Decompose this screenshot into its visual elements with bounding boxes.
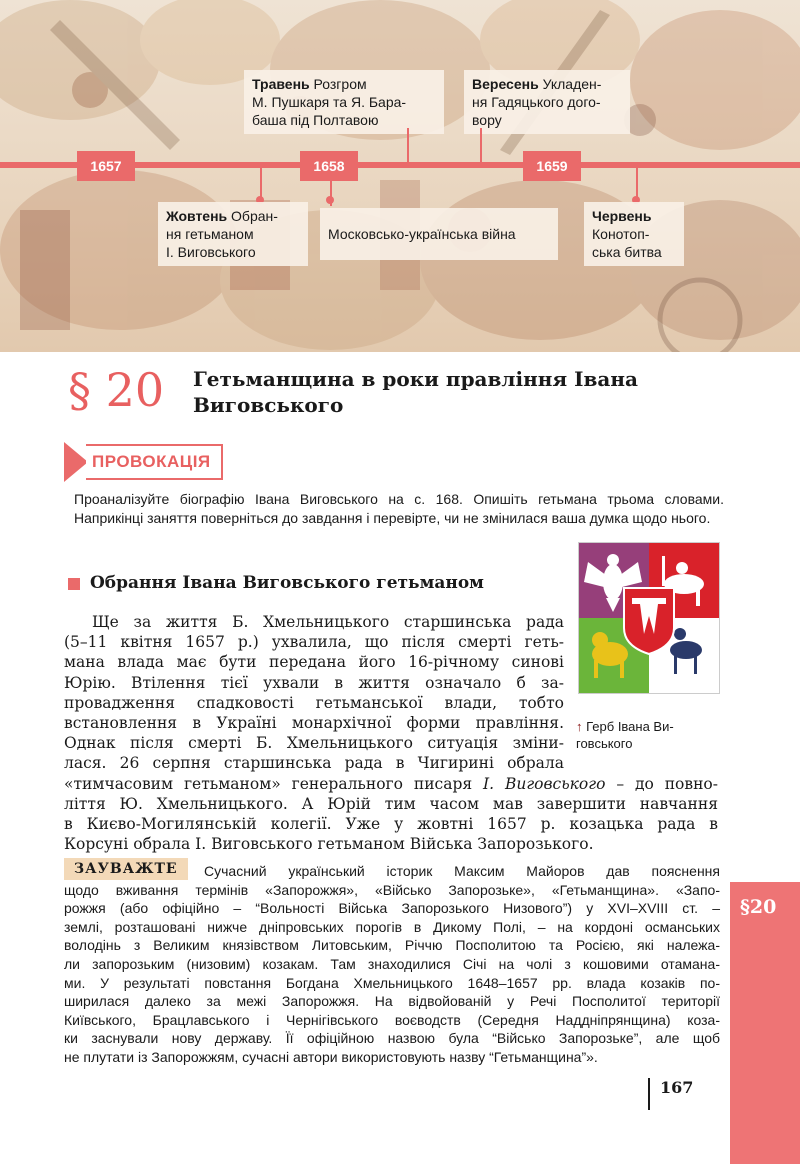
timeline-hero — [0, 0, 800, 352]
provocation-label: ПРОВОКАЦІЯ — [86, 444, 223, 480]
event-moscow-ukrainian-war: Московсько-українська війна — [320, 208, 558, 260]
text-line: Корсуні обрала І. Виговського гетьманом Війська Запорозького. — [64, 835, 594, 854]
note-line: не плутати із Запорожжям, сучасні автори використовують назву “Гетьманщина”». — [64, 1048, 598, 1065]
text-line: мана влада має бути передана його 16-річному синові — [64, 653, 564, 672]
section-bullet-icon — [68, 578, 80, 590]
note-label: ЗАУВАЖТЕ — [64, 858, 188, 880]
text-line: (5–11 квітня 1657 р.) ухвалила, що після смерті геть- — [64, 633, 564, 652]
year-1657: 1657 — [77, 151, 135, 181]
note-line: ми. У результаті повстання Богдана Хмельницького 1648–1657 рр. влада козаків по- — [64, 974, 720, 991]
event-june-1659: Червень Конотоп- ська битва — [584, 202, 684, 266]
play-arrow-icon — [64, 442, 88, 482]
side-tab-label: §20 — [740, 896, 777, 918]
text-line: «тимчасовим гетьманом» генерального писаря І. Виговського – до повно- — [64, 774, 718, 793]
figure-caption: ↑ Герб Івана Ви- говського — [576, 719, 674, 751]
year-1658: 1658 — [300, 151, 358, 181]
timeline-tick — [407, 128, 409, 166]
provocation-text: Проаналізуйте біографію Івана Виговського на с. 168. Опишіть гетьмана трьома словами. Наприкінці заняття поверніться до завдання і перевірте, чи не змінилася ваша думка щодо нього. — [74, 491, 724, 526]
text-line: в Києво-Могилянській колегії. Уже у жовтні 1657 р. козацька рада в — [64, 814, 718, 833]
page-title: Гетьманщина в роки правління Івана Виговського — [193, 367, 638, 417]
note-line: ширилася далеко за межі Запорожжя. На відвойованій у Речі Посполитої території — [64, 993, 720, 1010]
event-october-1657: Жовтень Обран- ня гетьманом І. Виговського — [158, 202, 308, 266]
event-may-1658: Травень Розгром М. Пушкаря та Я. Бара- баша під Полтавою — [244, 70, 444, 134]
note-line: Сучасний український історик Максим Майоров дав пояснення — [204, 863, 720, 879]
provocation-badge — [64, 442, 238, 482]
note-line: володінь з Великим князівством Литовським, Річчю Посполитою та Росією, які належа- — [64, 937, 720, 954]
page-number-divider — [648, 1078, 650, 1110]
note-line: ли запорозьким (низовим) козакам. Там знаходилися Січі на чолі з кошовими отамана- — [64, 955, 720, 972]
note-line: землі, розташовані нижче дніпровських порогів в Дикому Полі, – на кордоні османських — [64, 918, 720, 935]
text-line: провадження спадковості гетьманської влади, тобто — [64, 693, 564, 712]
side-tab — [730, 882, 800, 1164]
note-line: Київського, Брацлавського і Чернігівського воєводств (Середня Наддніпрянщина) коза- — [64, 1011, 720, 1028]
arrow-up-icon: ↑ — [576, 719, 583, 734]
event-september-1658: Вересень Укладен- ня Гадяцького дого- вору — [464, 70, 630, 134]
note-body — [64, 862, 720, 1067]
section-body — [64, 612, 718, 854]
year-1659: 1659 — [523, 151, 581, 181]
text-line: Ще за життя Б. Хмельницького старшинська рада — [92, 613, 564, 631]
note-line: ки заснували нову державу. Її офіційною назвою була “Військо Запорозьке”, але щоб — [64, 1030, 720, 1047]
text-line: Однак після смерті Б. Хмельницького ситуація зміни- — [64, 734, 564, 753]
note-line: щодо вживання термінів «Запорожжя», «Військо Запорозьке», «Гетьманщина». «Запо- — [64, 881, 720, 898]
paragraph-number: § 20 — [68, 363, 165, 417]
page-number: 167 — [660, 1078, 694, 1097]
note-line: рожжя (або офіційно – “Вольності Війська Запорозького Низового”) у XVI–XVIII ст. – — [64, 900, 720, 917]
text-line: ліття Ю. Хмельницького. А Юрій тим часом мав завершити навчання — [64, 794, 718, 813]
timeline-dot — [326, 196, 334, 204]
text-line: Юрію. Втілення тієї ухвали в життя означало б за- — [64, 673, 564, 692]
timeline-tick — [480, 128, 482, 166]
text-line: лася. 26 серпня старшинська рада в Чигирині обрала — [64, 754, 564, 773]
text-line: встановлення в Україні монархічної форми правління. — [64, 713, 564, 732]
section-title: Обрання Івана Виговського гетьманом — [90, 573, 484, 593]
